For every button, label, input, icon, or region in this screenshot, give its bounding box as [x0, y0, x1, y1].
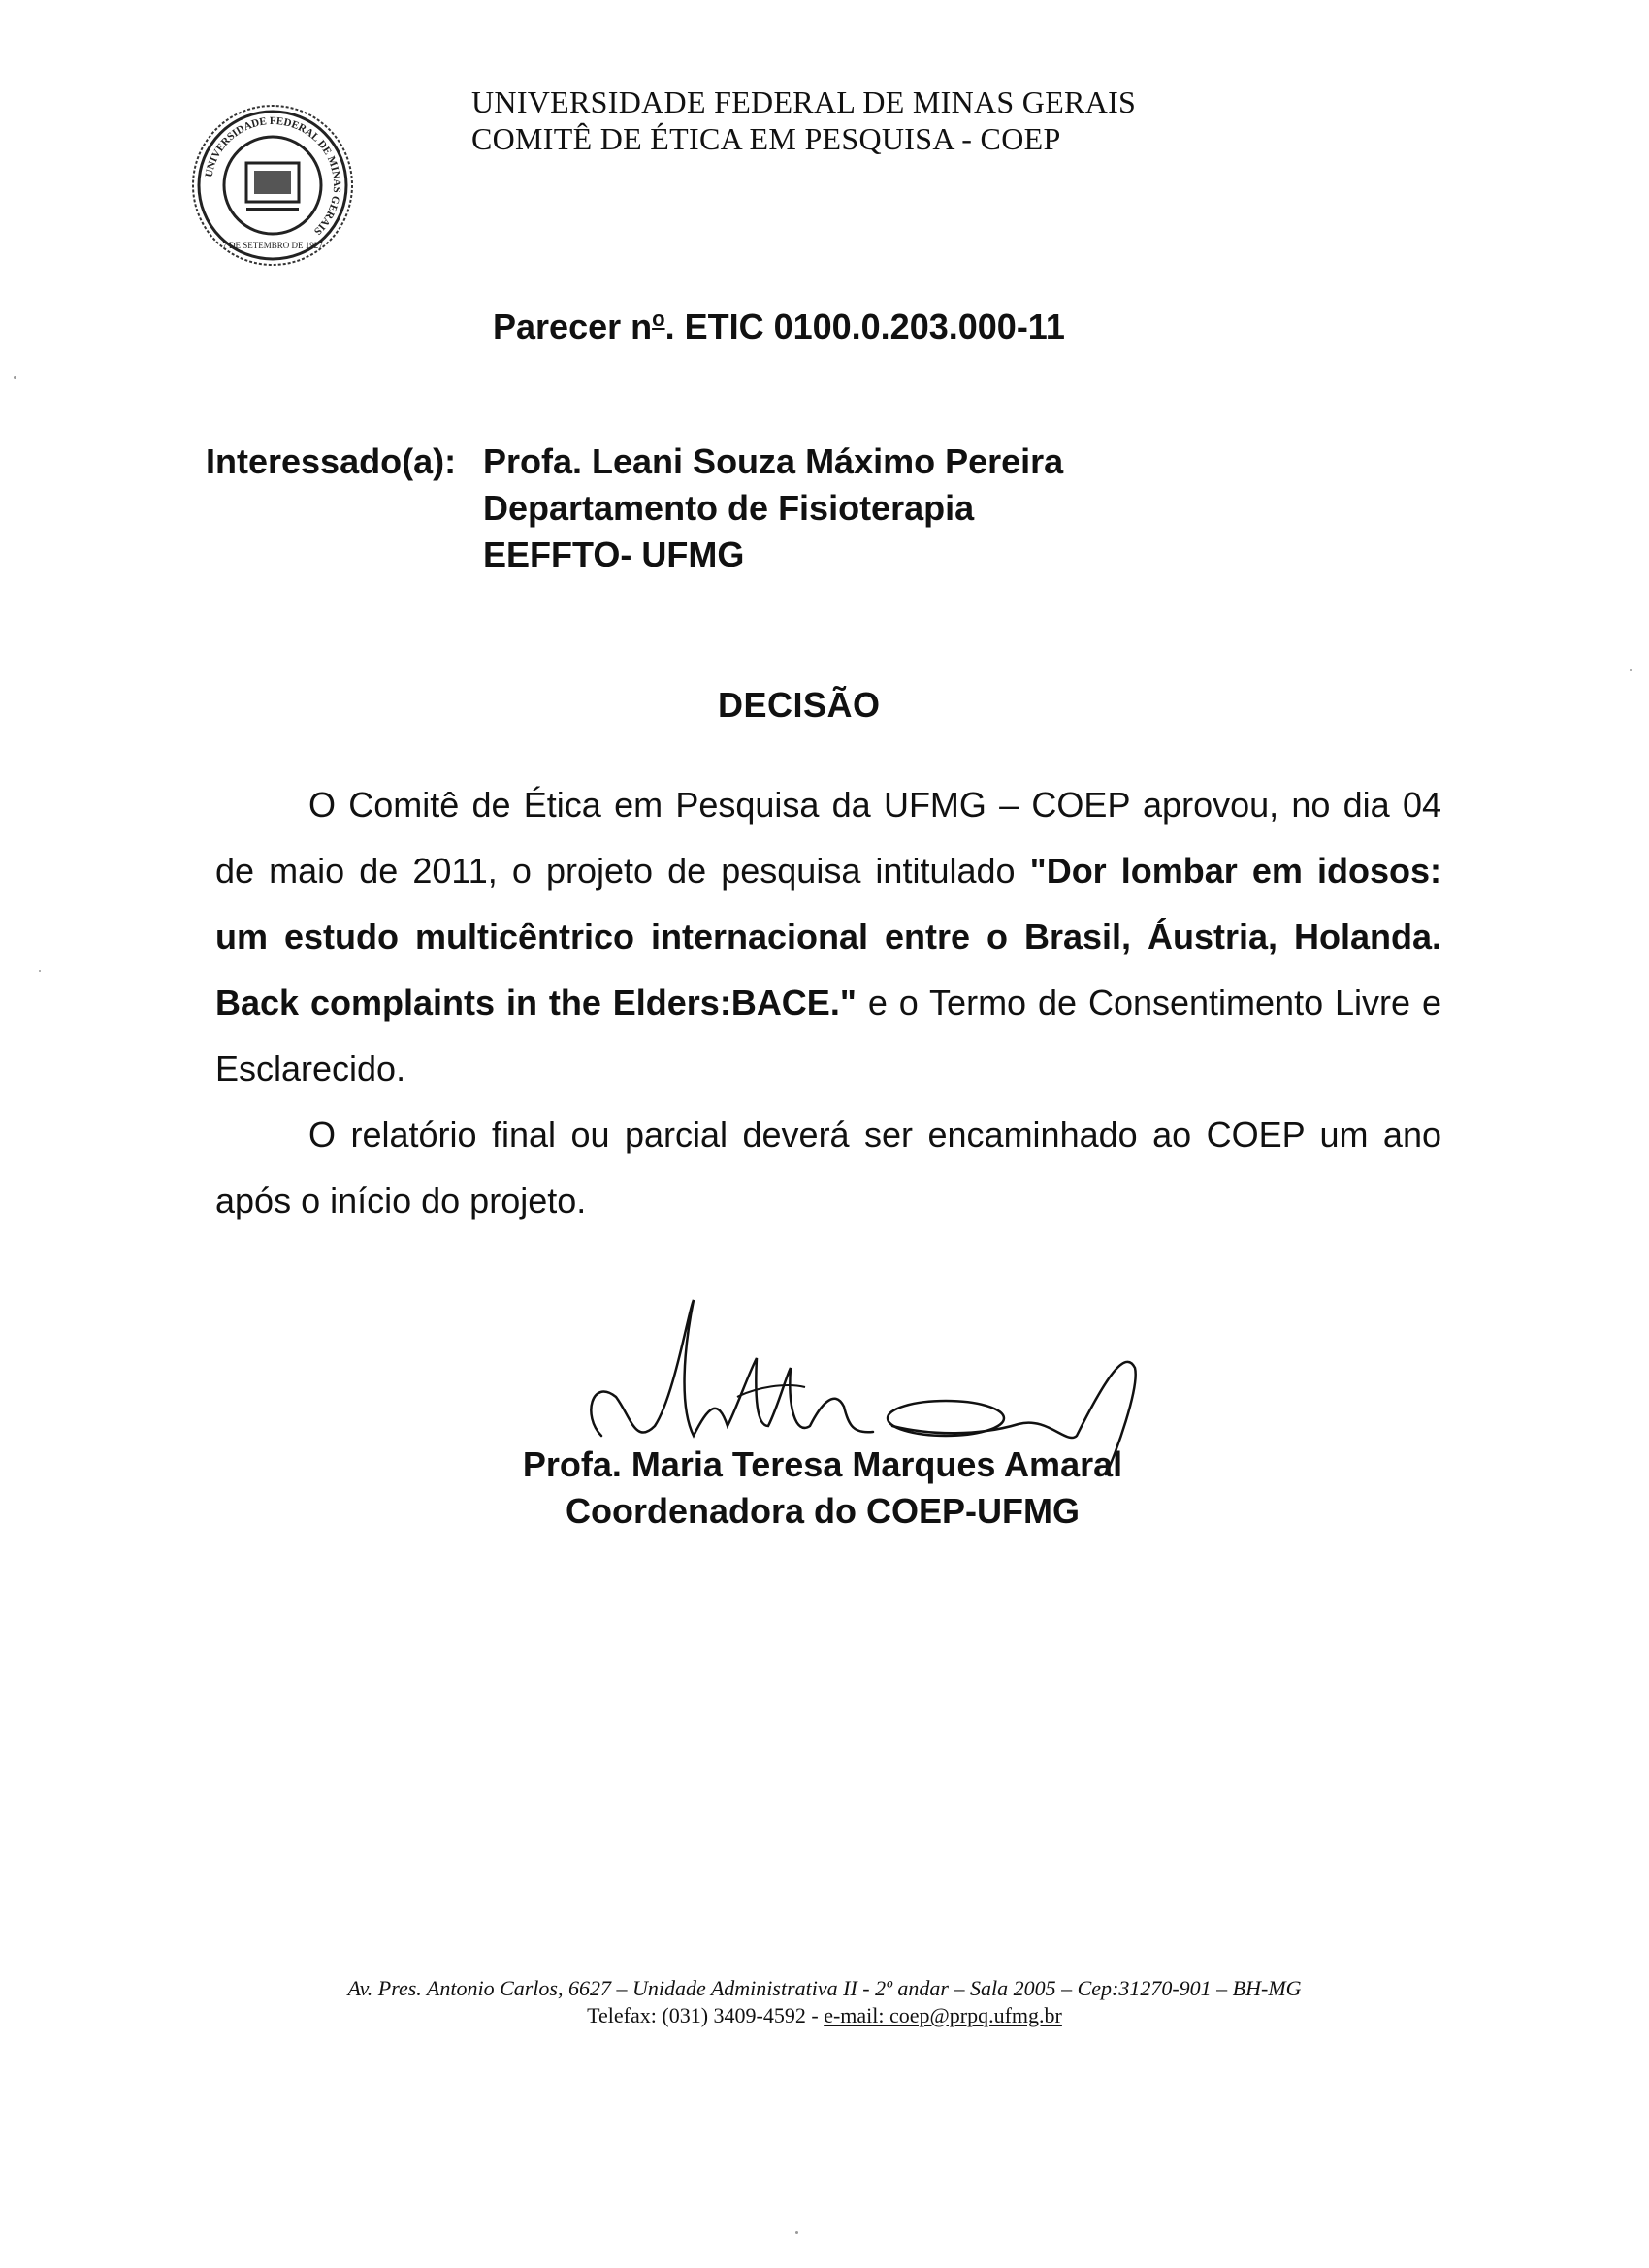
- decision-body: [215, 772, 1441, 1234]
- footer: [213, 1975, 1436, 2029]
- interessado-unit: EEFFTO- UFMG: [483, 535, 745, 574]
- interessado-label: Interessado(a):: [206, 441, 457, 481]
- svg-text:UNIVERSIDADE FEDERAL DE MINAS: UNIVERSIDADE FEDERAL DE MINAS GERAIS: [203, 114, 343, 238]
- svg-text:7 DE SETEMBRO DE 1927: 7 DE SETEMBRO DE 1927: [222, 241, 323, 250]
- signatory-name: Profa. Maria Teresa Marques Amaral: [522, 1444, 1123, 1484]
- footer-email: e-mail: coep@prpq.ufmg.br: [824, 2003, 1062, 2027]
- footer-contact: Telefax: (031) 3409-4592 - e-mail: coep@prpq.ufmg.br: [587, 2003, 1062, 2027]
- interessado-department: Departamento de Fisioterapia: [483, 488, 975, 528]
- scan-speck: [39, 970, 41, 972]
- decision-paragraph-1: O Comitê de Ética em Pesquisa da UFMG – COEP aprovou, no dia 04 de maio de 2011, o projeto de pesquisa intitulado "Dor lombar em idosos: um estudo multicêntrico internacional entre o Brasil, Áustria, Holanda. Back complaints in the Elders:BACE." e o Termo de Consentimento Livre e Esclarecido.: [215, 785, 1441, 1088]
- interessado-block: [206, 438, 1063, 578]
- decision-paragraph-2: O relatório final ou parcial deverá ser encaminhado ao COEP um ano após o início do projeto.: [215, 1115, 1441, 1220]
- decision-title: DECISÃO: [718, 685, 881, 725]
- signatory-role: Coordenadora do COEP-UFMG: [566, 1491, 1080, 1531]
- university-seal-icon: [190, 103, 355, 268]
- header-university: UNIVERSIDADE FEDERAL DE MINAS GERAIS: [471, 84, 1137, 119]
- signatory-block: [493, 1442, 1152, 1535]
- interessado-name: Profa. Leani Souza Máximo Pereira: [483, 441, 1064, 481]
- scan-speck: [795, 2231, 798, 2234]
- parecer-number: Parecer $n^o$. ETIC 0100.0.203.000-11: [493, 307, 1065, 346]
- scan-speck: [14, 376, 16, 379]
- document-header: [471, 83, 1136, 157]
- footer-address: Av. Pres. Antonio Carlos, 6627 – Unidade Administrativa II - 2º andar – Sala 2005 – Cep:31270-901 – BH-MG: [347, 1976, 1302, 2000]
- header-committee: COMITÊ DE ÉTICA EM PESQUISA - COEP: [471, 121, 1061, 156]
- scan-speck: [1630, 669, 1632, 671]
- project-title: "Dor lombar em idosos: um estudo multicêntrico internacional entre o Brasil, Áustria, Holanda. Back complaints in the Elders:BACE.": [215, 851, 1441, 1022]
